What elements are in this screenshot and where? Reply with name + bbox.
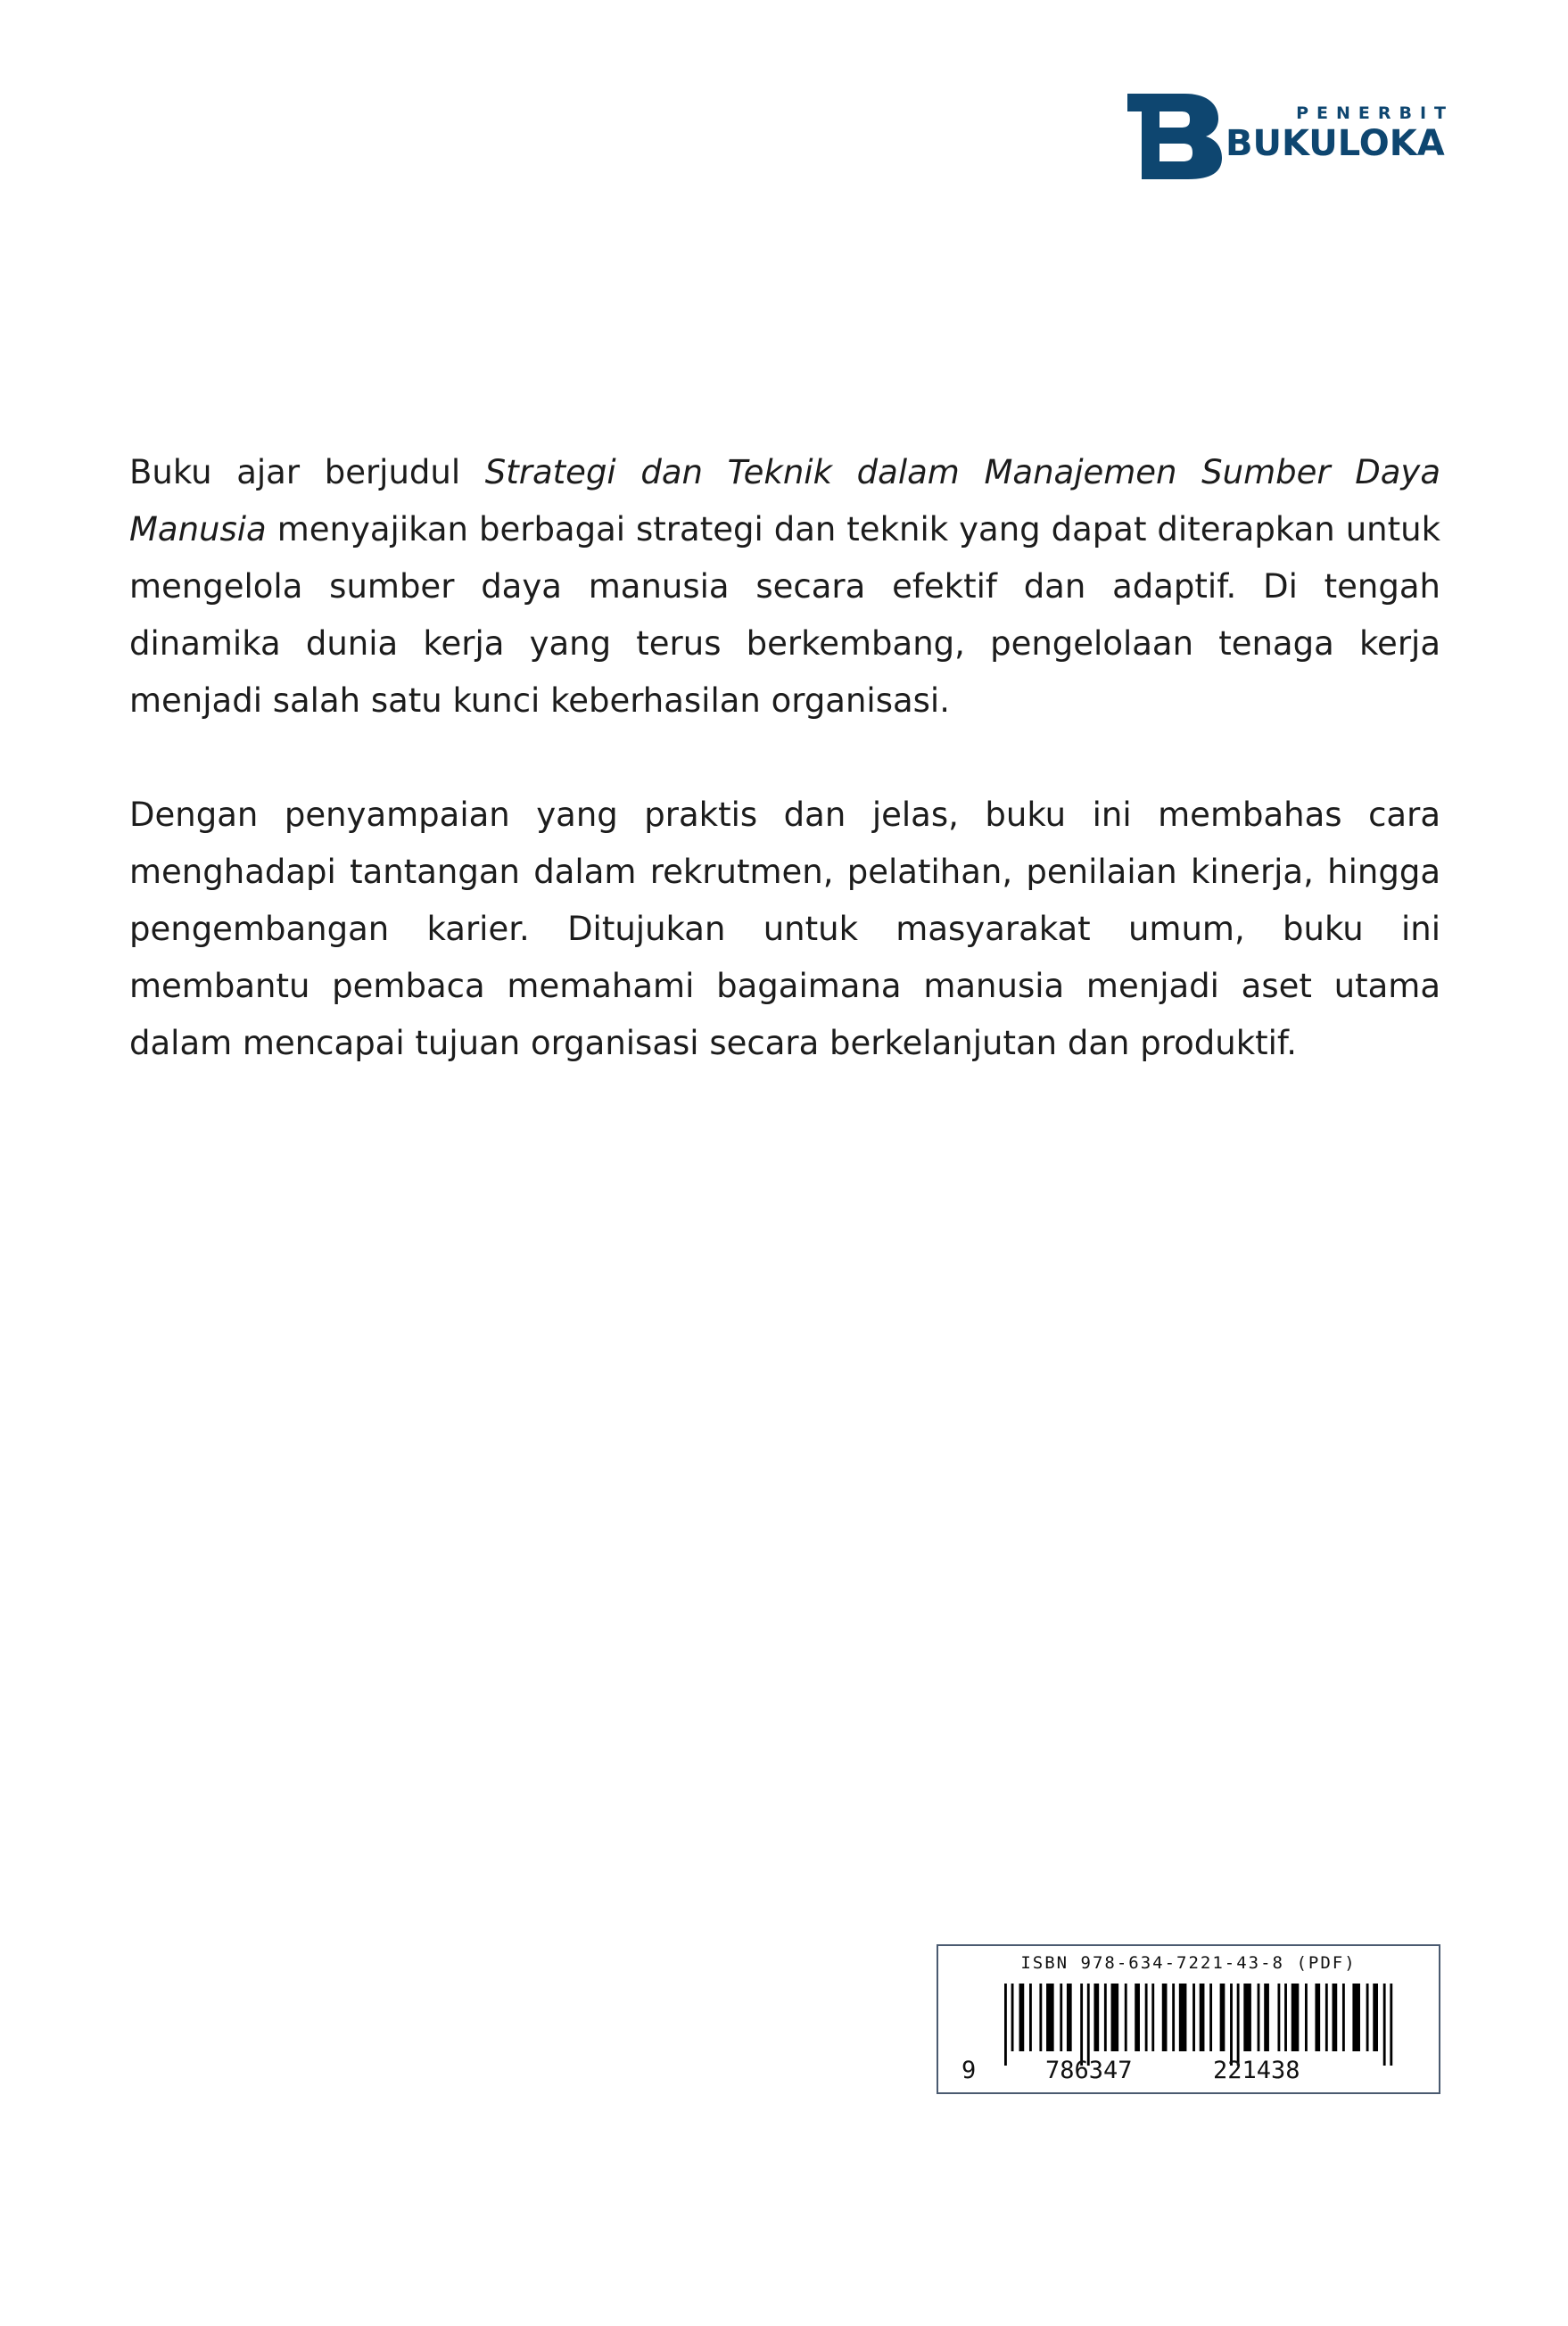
barcode-bar: [1067, 1984, 1072, 2051]
barcode-bar: [1325, 1984, 1328, 2051]
barcode-bar: [1333, 1984, 1338, 2051]
barcode-bar: [1151, 1984, 1154, 2051]
isbn-barcode-box: [937, 1944, 1440, 2094]
barcode-bar: [1315, 1984, 1320, 2051]
barcode-bar: [1390, 1984, 1392, 2066]
barcode-bar: [1209, 1984, 1212, 2051]
barcode-bar: [1145, 1984, 1148, 2051]
barcode-bar: [1087, 1984, 1090, 2066]
barcode-bar: [1284, 1984, 1287, 2051]
barcode-bar: [1258, 1984, 1260, 2051]
barcode-bar: [1080, 1984, 1083, 2066]
barcode-bar: [1004, 1984, 1007, 2066]
barcode-bar: [1011, 1984, 1014, 2051]
barcode-bar: [1366, 1984, 1369, 2051]
barcode-bar: [1383, 1984, 1386, 2066]
barcode-bar: [1373, 1984, 1378, 2051]
barcode-bar: [1292, 1984, 1300, 2051]
barcode-bar: [1125, 1984, 1127, 2051]
blurb-paragraph-1-rest: menyajikan berbagai strategi dan teknik yang dapat diterapkan untuk mengelola sumber daya manusia secara efektif dan adaptif. Di tengah dinamika dunia kerja yang terus berkembang, pengelolaan tenaga kerja menjadi salah satu kunci keberhasilan organisasi.: [129, 510, 1440, 720]
barcode-bar: [1029, 1984, 1032, 2051]
blurb-paragraph-1-lead: Buku ajar berjudul: [129, 453, 485, 491]
barcode-icon: [1004, 1984, 1397, 2066]
barcode-bar: [1172, 1984, 1175, 2051]
barcode-bar: [1342, 1984, 1345, 2051]
barcode-bar: [1046, 1984, 1054, 2051]
isbn-label: ISBN 978-634-7221-43-8 (PDF): [1020, 1953, 1357, 1973]
barcode-bar: [1104, 1984, 1107, 2051]
barcode-bar: [1179, 1984, 1187, 2051]
publisher-b-mark-icon: [1126, 94, 1224, 179]
barcode-bar: [1230, 1984, 1233, 2066]
blurb-paragraph-1: [129, 444, 1440, 730]
barcode-bar: [1135, 1984, 1140, 2051]
blurb-paragraph-2: Dengan penyampaian yang praktis dan jelas, buku ini membahas cara menghadapi tantangan dalam rekrutmen, pelatihan, penilaian kinerja, hingga pengembangan karier. Ditujukan untuk masyarakat umum, buku ini membantu pembaca memahami bagaimana manusia menjadi aset utama dalam mencapai tujuan organisasi secara berkelanjutan dan produktif.: [129, 796, 1440, 1062]
publisher-name: BUKULOKA: [1226, 123, 1445, 164]
barcode-bar: [1352, 1984, 1360, 2051]
book-title: Strategi dan Teknik dalam Manajemen Sumber Daya Manusia: [129, 453, 1440, 549]
barcode-bar: [1243, 1984, 1251, 2051]
barcode-bar: [1193, 1984, 1195, 2051]
back-cover-blurb: [129, 444, 1440, 1129]
barcode-bar: [1019, 1984, 1025, 2051]
barcode-bar: [1162, 1984, 1168, 2051]
barcode-bar: [1237, 1984, 1240, 2066]
isbn-digits-left: 786347: [1045, 2057, 1133, 2084]
barcode-bar: [1264, 1984, 1269, 2051]
barcode-bar: [1305, 1984, 1308, 2051]
isbn-digit-lead: 9: [961, 2057, 977, 2084]
barcode-bar: [1220, 1984, 1226, 2051]
isbn-digits-right: 221438: [1213, 2057, 1300, 2084]
barcode-bar: [1111, 1984, 1119, 2051]
barcode-bar: [1200, 1984, 1205, 2051]
publisher-wordmark: [1226, 103, 1454, 164]
barcode-bar: [1093, 1984, 1099, 2051]
barcode-bar: [1277, 1984, 1280, 2051]
publisher-logo: [1126, 94, 1454, 179]
barcode-bar: [1039, 1984, 1042, 2051]
publisher-eyebrow: PENERBIT: [1296, 103, 1454, 123]
barcode-bar: [1060, 1984, 1062, 2051]
